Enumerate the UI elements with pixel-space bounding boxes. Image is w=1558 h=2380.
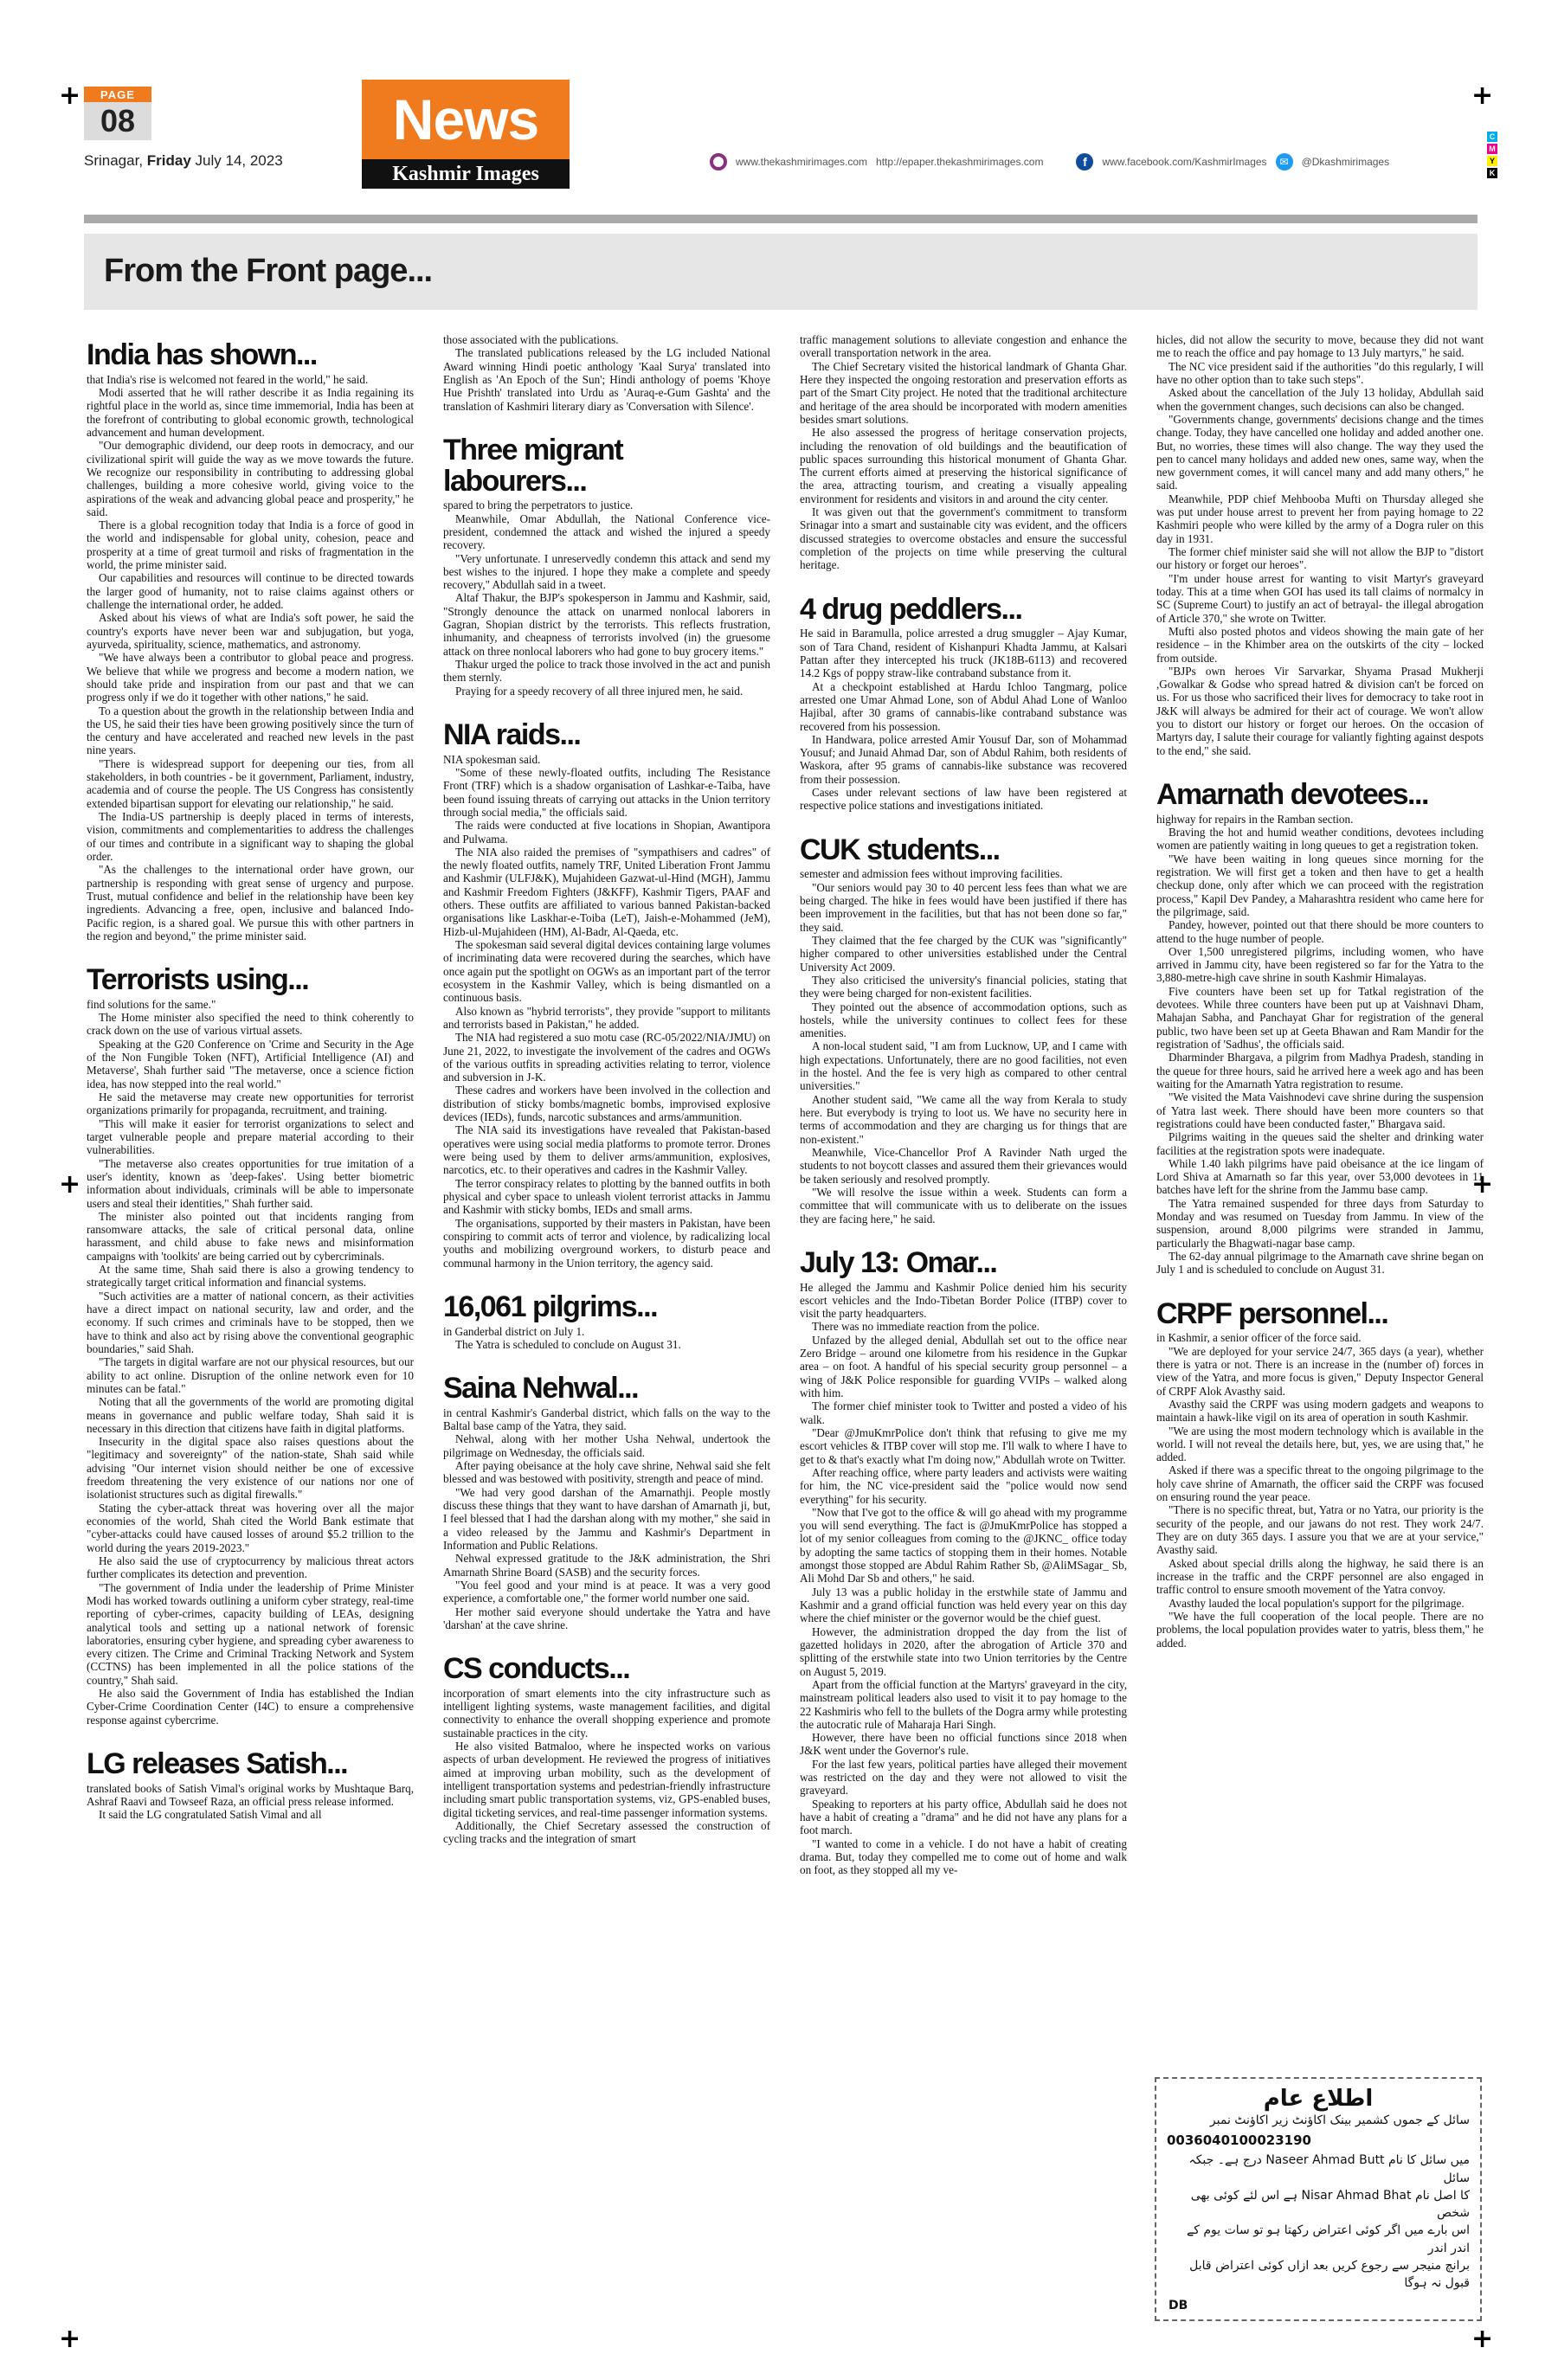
story-headline: NIA raids... [443, 717, 581, 751]
story-paragraph: "Governments change, governments' decisions change and the times change. Today, they have cancelled one holiday and added another one. But, no worries, these times will also change. The way they used the pen to cancel many holidays and added new ones, same way, when the new government comes, it will cancel many and add many others," he said. [1156, 412, 1484, 492]
story-headline: Amarnath devotees... [1156, 778, 1428, 811]
registration-mark-mid-left: + [59, 1169, 81, 1200]
story-paragraph: There is a global recognition today that India is a force of good in the world and indispensable for global unity, cohesion, peace and prosperity at a time of great turmoil and risks of fragmentation in the world, the prime minister said. [87, 518, 414, 572]
story-paragraph: Additionally, the Chief Secretary assessed the construction of cycling tracks and the integration of smart [443, 1818, 770, 1846]
story-paragraph: Over 1,500 unregistered pilgrims, including women, who have arrived in Jammu city, have been registered so far for the Yatra to the 3,880-metre-high cave shrine in south Kashmir Himalayas. [1156, 944, 1484, 985]
story-paragraph: The 62-day annual pilgrimage to the Amarnath cave shrine began on July 1 and is scheduled to conclude on August 31. [1156, 1250, 1484, 1277]
story-paragraph: "Now that I've got to the office & will go ahead with my programme you will send everything. The fact is @JmuKmrPolice has stopped a lot of my senior colleagues from coming to the @JKNC_ office today by adopting the same tactics of stopping them in their homes. Notable amongst those stopped are Abdul Rahim Rather Sb, @AliMSagar_ Sb, Ali Mohd Dar Sb and others," he said. [800, 1505, 1127, 1586]
page-label: PAGE [84, 87, 151, 102]
story-paragraph: They claimed that the fee charged by the CUK was "significantly" higher compared to other universities established under the Central University Act 2009. [800, 933, 1127, 974]
story-paragraph: "I'm under house arrest for wanting to visit Martyr's graveyard today. This at a time when GOI has used its tall claims of normalcy in SC (Supreme Court) to justify an act of betrayal- the illegal abrogation of Article 370," she wrote on Twitter. [1156, 571, 1484, 625]
story-paragraph: Nehwal expressed gratitude to the J&K administration, the Shri Amarnath Shrine Board (SASB) and the security forces. [443, 1552, 770, 1579]
story-paragraph: Pilgrims waiting in the queues said the shelter and drinking water facilities at the registration spots were inadequate. [1156, 1130, 1484, 1157]
ad-footer: DB [1168, 2299, 1188, 2312]
story-paragraph: He alleged the Jammu and Kashmir Police denied him his security escort vehicles and the Indo-Tibetan Border Police (ITBP) cover to visit the party headquarters. [800, 1280, 1127, 1321]
story-paragraph: "We have the full cooperation of the local people. There are no problems, the local population provides water to yatris, bless them," he added. [1156, 1609, 1484, 1650]
story-paragraph: At the same time, Shah said there is also a growing tendency to strategically target critical information and financial systems. [87, 1263, 414, 1290]
column-3 [800, 333, 1127, 1877]
registration-mark-bottom-right: + [1471, 2324, 1494, 2354]
story-paragraph: hicles, did not allow the security to move, because they did not want me to reach the office and pay homage to 13 July martyrs," he said. [1156, 333, 1484, 360]
story-paragraph: Her mother said everyone should undertake the Yatra and have 'darshan' at the cave shrine. [443, 1605, 770, 1631]
story-paragraph: The Yatra remained suspended for three days from Saturday to Monday and was resumed on Tuesday from Jammu. In view of the suspension, around 8,000 pilgrims were stranded in Jammu, particularly the Bhagwati-nagar base camp. [1156, 1196, 1484, 1250]
story-paragraph: "Dear @JmuKmrPolice don't think that refusing to give me my escort vehicles & ITBP cover will stop me. I'll walk to where I have to get to & that's exactly what I'm doing now," Abdullah wrote on Twitter. [800, 1425, 1127, 1466]
story-paragraph: Cases under relevant sections of law have been registered at respective police stations and investigations initiated. [800, 786, 1127, 813]
story-paragraph: "You feel good and your mind is at peace. It was a very good experience, a comfortable one," the former world number one said. [443, 1578, 770, 1605]
story-paragraph: He also said the Government of India has established the Indian Cyber-Crime Coordination Center (I4C) to ensure a comprehensive response against cybercrime. [87, 1687, 414, 1727]
ad-line-4: اس بارے میں اگر کوئی اعتراض رکھتا ہو تو سات یوم کے اندر اندر [1187, 2223, 1470, 2255]
story-paragraph: A non-local student said, "I am from Lucknow, UP, and I came with high expectations. Unfortunately, there are no good facilities, not even in the hostel. And the fee is very high as compared to other central universities." [800, 1039, 1127, 1093]
story-paragraph: He also assessed the progress of heritage conservation projects, including the renovation of old buildings and the beautification of public spaces surrounding this historical monument of Ghanta Ghar. The current efforts aimed at preserving the historical significance of the area, attracting tourism, and creating a visually appealing environment for residents and visitors in and around the city center. [800, 426, 1127, 505]
story-paragraph: The former chief minister said she will not allow the BJP to "distort our history or forget our heroes". [1156, 545, 1484, 572]
story-paragraph: The India-US partnership is deeply placed in terms of interests, vision, commitments and complementarities to address the challenges of our times and contribute in a significant way to shaping the global order. [87, 810, 414, 863]
story-paragraph: After reaching office, where party leaders and activists were waiting for him, the NC vice-president said the "police would now send everything" for his security. [800, 1465, 1127, 1506]
masthead-links [710, 152, 1437, 171]
story-paragraph: Meanwhile, Vice-Chancellor Prof A Ravinder Nath urged the students to not boycott classes and assured them their grievances would be taken seriously and resolved promptly. [800, 1145, 1127, 1186]
story-paragraph: He also visited Batmaloo, where he inspected works on various aspects of urban development. He reviewed the progress of initiatives aimed at improving urban mobility, such as the development of intelligent transportation systems and pedestrian-friendly infrastructure including smart public transportation systems, viz, GPS-enabled buses, digital ticketing services, and real-time passenger information systems. [443, 1740, 770, 1819]
story-paragraph: The spokesman said several digital devices containing large volumes of incriminating data were recovered during the searches, which have once again put the spotlight on OGWs as an important part of the terror ecosystem in the Kashmir Valley, which is being dismantled on a continuous basis. [443, 938, 770, 1005]
story-paragraph: incorporation of smart elements into the city infrastructure such as intelligent lighting systems, waste management facilities, and digital connectivity to enhance the overall shopping experience and promote sustainable practices in the city. [443, 1686, 770, 1740]
story-paragraph: "As the challenges to the international order have grown, our partnership is responding with great sense of urgency and purpose. Trust, mutual confidence and belief in the relationship have been key ingredients. Advancing a free, open, inclusive and balanced Indo-Pacific region, is a shared goal. We pursue this with other partners in the region and beyond," the prime minister said. [87, 863, 414, 942]
story-paragraph: "This will make it easier for terrorist organizations to select and target vulnerable people and prepare material according to their vulnerabilities. [87, 1116, 414, 1157]
story-paragraph: traffic management solutions to alleviate congestion and enhance the overall transportation network in the area. [800, 333, 1127, 360]
ad-title: اطلاع عام [1263, 2086, 1374, 2112]
story-headline: CRPF personnel... [1156, 1296, 1388, 1330]
story-paragraph: find solutions for the same." [87, 997, 216, 1011]
story-paragraph: Asked about special drills along the highway, he said there is an increase in the traffic and the CRPF personnel are also engaged in traffic control to ensure smooth movement of the Yatra convoy. [1156, 1556, 1484, 1597]
story-paragraph: Unfazed by the alleged denial, Abdullah set out to the office near Zero Bridge – around one kilometre from his residence in the Gupkar area – on foot. A handful of his special security group personnel – a wing of J&K Police responsible for guarding VVIPs – walked along with him. [800, 1333, 1127, 1399]
story-paragraph: "Such activities are a matter of national concern, as their activities have a direct impact on national security, law and order, and the economy. If such crimes and criminals have to be stopped, then we have to think and also act by rising above the conventional geographic boundaries," said Shah. [87, 1289, 414, 1355]
twitter-icon: ✉ [1276, 153, 1293, 170]
story-paragraph: NIA spokesman said. [443, 752, 541, 766]
registration-mark-bottom-left: + [59, 2324, 81, 2354]
story-paragraph: However, there have been no official functions since 2018 when J&K went under the Governor's rule. [800, 1731, 1127, 1758]
story-paragraph: Speaking at the G20 Conference on 'Crime and Security in the Age of the Non Fungible Token (NFT), Artificial Intelligence (AI) and Metaverse', Shah further said "The metaverse, once a science fiction idea, has now stepped into the real world." [87, 1037, 414, 1090]
story-paragraph: He said in Baramulla, police arrested a drug smuggler – Ajay Kumar, son of Tara Chand, resident of Kishanpuri Khadta Jammu, at Kalsari Pattan after they intercepted his truck (JK18B-6113) and recovered 14.2 Kgs of poppy straw-like contraband substance from it. [800, 627, 1127, 680]
story-paragraph: It was given out that the government's commitment to transform Srinagar into a smart and sustainable city was evident, and the officers discussed strategies to overcome obstacles and ensure the successful completion of the projects on time while preserving the cultural heritage. [800, 505, 1127, 572]
ad-line-2: میں سائل کا نام Naseer Ahmad Butt درج ہے۔ جبکہ سائل [1188, 2153, 1470, 2185]
story-paragraph: While 1.40 lakh pilgrims have paid obeisance at the ice lingam of Lord Shiva at Amarnath so far this year, over 53,000 devotees in 11 batches have left for the shrine from the Jammu base camp. [1156, 1156, 1484, 1197]
logo-title: News [362, 80, 570, 159]
story-paragraph: The former chief minister took to Twitter and posted a video of his walk. [800, 1399, 1127, 1426]
story-headline: CS conducts... [443, 1652, 630, 1686]
date-rest: July 14, 2023 [195, 152, 283, 169]
registration-mark-top-right: + [1471, 80, 1494, 111]
story-paragraph: Another student said, "We came all the way from Kerala to study here. But everybody is trying to loot us. We have no security here in terms of accommodation and they are charging us for things that are non-existent." [800, 1092, 1127, 1146]
story-paragraph: The raids were conducted at five locations in Shopian, Awantipora and Pulwama. [443, 819, 770, 846]
story-paragraph: "Our demographic dividend, our deep roots in democracy, and our civilizational spirit will guide the way as we move towards the future. We recognize our responsibility in contributing to addressing global challenges, building a more cohesive world, giving voice to the aspirations of the weak and advancing global peace and prosperity," he said. [87, 439, 414, 518]
ad-line-5: برانچ منیجر سے رجوع کریں بعد ازاں کوئی اعتراض قابل قبول نہ ہوگا [1189, 2259, 1470, 2291]
story-paragraph: Dharminder Bhargava, a pilgrim from Madhya Pradesh, standing in the queue for three hours, said he arrived here a week ago and has been waiting for the Amarnath Yatra registration to resume. [1156, 1051, 1484, 1090]
website-link[interactable]: www.thekashmirimages.com [736, 156, 868, 168]
registration-mark-top-left: + [59, 80, 81, 111]
story-paragraph: The NC vice president said if the authorities "do this regularly, I will have no other option than to take such steps". [1156, 359, 1484, 386]
story-paragraph: "The metaverse also creates opportunities for true imitation of a user's identity, known as 'deep-fakes'. Using better biometric information about individuals, criminals will be able to impersonate users and steal their identities," Shah further said. [87, 1156, 414, 1210]
story-paragraph: translated books of Satish Vimal's original works by Mushtaque Barq, Ashraf Raavi and Towseef Raza, an official press release informed. [87, 1781, 414, 1808]
story-paragraph: Avasthy said the CRPF was using modern gadgets and weapons to maintain a hawk-like vigil on its area of operation in south Kashmir. [1156, 1397, 1484, 1425]
story-headline: India has shown... [87, 338, 317, 371]
story-paragraph: "We have always been a contributor to global peace and progress. We believe that while we progress and become a modern nation, we should take pride and inspiration from our past and that we can progress only if we do it together with other nations," he said. [87, 651, 414, 704]
story-paragraph: "We are using the most modern technology which is available in the world. I will not reveal the details here, but, yes, we are using that," he added. [1156, 1424, 1484, 1464]
story-paragraph: They pointed out the absence of accommodation options, such as hostels, while the university continues to collect fees for these amenities. [800, 1000, 1127, 1040]
story-paragraph: in central Kashmir's Ganderbal district, which falls on the way to the Baltal base camp of the Yatra, they said. [443, 1405, 770, 1433]
story-paragraph: "We are deployed for your service 24/7, 365 days (a year), whether there is yatra or not. There is an increase in the (number of) forces in view of the Yatra, and more focus is given," Deputy Inspector General of CRPF Alok Avasthy said. [1156, 1344, 1484, 1398]
story-paragraph: Modi asserted that he will rather describe it as India regaining its rightful place in the world as, since time immemorial, India has been at the forefront of contributing to global economic growth, technological advancement and human development. [87, 386, 414, 439]
story-paragraph: in Ganderbal district on July 1. [443, 1324, 585, 1338]
story-paragraph: The minister also pointed out that incidents ranging from ransomware attacks, the sale of critical personal data, online harassment, and child abuse to fake news and misinformation campaigns with 'toolkits' are being carried out by cybercriminals. [87, 1209, 414, 1263]
story-paragraph: "The government of India under the leadership of Prime Minister Modi has worked towards outlining a uniform cyber strategy, real-time reporting of cyber-crimes, capacity building of LEAs, designing analytical tools and setting up a national network of forensic laboratories, ensuring cyber hygiene, and spreading cyber awareness to every citizen. The Crime and Criminal Tracking Network and System (CCTNS) has been implemented in all the police stations of the country," Shah said. [87, 1580, 414, 1687]
registration-mark-mid-right: + [1471, 1169, 1494, 1200]
column-1 [87, 333, 414, 1822]
ad-line-1: سائل کے جموں کشمیر بینک اکاؤنٹ زیر اکاؤنٹ نمبر [1209, 2113, 1470, 2127]
story-paragraph: Thakur urged the police to track those involved in the act and punish them sternly. [443, 658, 770, 685]
story-paragraph: those associated with the publications. [443, 333, 619, 346]
story-paragraph: July 13 was a public holiday in the erstwhile state of Jammu and Kashmir and a grand official function was held every year on this day where the chief minister or the governor would be the chief guest. [800, 1585, 1127, 1625]
cmyk-magenta: M [1487, 144, 1497, 154]
ad-account-number: 0036040100023190 [1167, 2132, 1311, 2149]
story-paragraph: To a question about the growth in the relationship between India and the US, he said their ties have been growing positively since the turn of the century and have accelerated and reached new levels in the past nine years. [87, 704, 414, 757]
header-rule [84, 215, 1478, 223]
story-paragraph: "Some of these newly-floated outfits, including The Resistance Front (TRF) which is a shadow organisation of Lashkar-e-Taiba, have been found issuing threats of carrying out attacks in the Union territory through social media," the officials said. [443, 765, 770, 819]
story-headline: July 13: Omar... [800, 1245, 997, 1279]
date-day: Friday [146, 152, 191, 169]
story-paragraph: in Kashmir, a senior officer of the force said. [1156, 1331, 1362, 1345]
cmyk-cyan: C [1487, 132, 1497, 142]
instagram-icon [710, 153, 727, 170]
dateline [84, 152, 283, 170]
story-paragraph: Meanwhile, PDP chief Mehbooba Mufti on Thursday alleged she was put under house arrest to prevent her from paying homage to 22 Kashmiri people who were killed by the army of a Dogra ruler on this day in 1931. [1156, 492, 1484, 545]
story-paragraph: There was no immediate reaction from the police. [812, 1320, 1040, 1334]
story-paragraph: Speaking to reporters at his party office, Abdullah said he does not have a habit of creating a "drama" and he did not have any plans for a foot march. [800, 1797, 1127, 1837]
story-paragraph: Altaf Thakur, the BJP's spokesperson in Jammu and Kashmir, said, "Strongly denounce the attack on unarmed nonlocal laborers in Gagran, Shopian district by the terrorists. This reflects frustration, inhumanity, and cheapness of terrorists involved (in) the gruesome attack on three nonlocal laborers who had gone to buy grocery items." [443, 591, 770, 658]
public-notice-ad [1155, 2077, 1482, 2321]
cmyk-yellow: Y [1487, 156, 1497, 166]
story-paragraph: Braving the hot and humid weather conditions, devotees including women are patiently waiting in long queues to get a registration token. [1156, 826, 1484, 852]
story-headline: 16,061 pilgrims... [443, 1290, 658, 1323]
story-paragraph: "I wanted to come in a vehicle. I do not have a habit of creating drama. But, today they compelled me to come out of home and walk on foot, as they stopped all my ve- [800, 1836, 1127, 1877]
story-paragraph: Meanwhile, Omar Abdullah, the National Conference vice-president, condemned the attack and wished the injured a speedy recovery. [443, 511, 770, 552]
story-paragraph: "We visited the Mata Vaishnodevi cave shrine during the suspension of Yatra last week. There should have been more counters so that registrations could have been conducted faster," Bhargava said. [1156, 1090, 1484, 1130]
story-paragraph: At a checkpoint established at Hardu Ichloo Tangmarg, police arrested one Umar Ahmad Lone, son of Abdul Ahad Lone of Wanloo Hajibal, after 30 grams of cannabis-like contraband substance was recovered from his possession. [800, 679, 1127, 733]
story-paragraph: The organisations, supported by their masters in Pakistan, have been conspiring to commit acts of terror and violence, by radicalizing local youths and mobilizing overground workers, to disturb peace and communal harmony in the Union territory, the agency said. [443, 1216, 770, 1270]
story-paragraph: Our capabilities and resources will continue to be directed towards the larger good of humanity, not to raise claims against others or challenge the international order, he added. [87, 571, 414, 611]
twitter-link[interactable]: @Dkashmirimages [1301, 156, 1390, 168]
story-paragraph: Apart from the official function at the Martyrs' graveyard in the city, mainstream political leaders also used to visit it to pay homage to the 22 Kashmiris who fell to the bullets of the Dogra army while protesting the autocratic rule of Maharaja Hari Singh. [800, 1677, 1127, 1731]
story-paragraph: Stating the cyber-attack threat was hovering over all the major economies of the world, Shah cited the World Bank estimate that "cyber-attacks could have caused losses of around $5.2 trillion to the world during the years 2019-2023." [87, 1501, 414, 1554]
story-paragraph: Pandey, however, pointed out that there should be more counters to attend to the huge number of people. [1156, 918, 1484, 945]
story-paragraph: The NIA said its investigations have revealed that Pakistan-based operatives were using social media platforms to promote terror. Drones were being used by them to deliver arms/ammunition, explosives, narcotics, etc. to their operatives and cadres in the Kashmir Valley. [443, 1123, 770, 1177]
section-logo [362, 80, 570, 189]
story-paragraph: Avasthy lauded the local population's support for the pilgrimage. [1168, 1596, 1465, 1610]
logo-subtitle: Kashmir Images [362, 159, 570, 189]
story-headline: LG releases Satish... [87, 1747, 348, 1780]
story-paragraph: The NIA also raided the premises of "sympathisers and cadres" of the newly floated outfits, namely TRF, United Liberation Front Jammu and Kashmir (ULFJ&K), Mujahideen Gazwat-ul-Hind (MGH), Jammu and Kashmir Freedom Fighters (J&KFF), Kashmir Tigers, PAAF and others. These outfits are affiliated to various banned Pakistan-backed organisations like Laskhar-e-Toiba (LeT), Jaish-e-Mohammed (JeM), Hizb-ul-Mujahideen (HM), Al-Badr, Al-Qaeda, etc. [443, 845, 770, 938]
story-paragraph: "We will resolve the issue within a week. Students can form a committee that will communicate with us to deliberate on the issues they are facing here," he said. [800, 1185, 1127, 1225]
story-paragraph: The Yatra is scheduled to conclude on August 31. [455, 1337, 681, 1351]
story-paragraph: Praying for a speedy recovery of all three injured men, he said. [455, 684, 744, 698]
story-paragraph: "Very unfortunate. I unreservedly condemn this attack and send my best wishes to the injured. I hope they make a complete and speedy recovery," Abdullah said in a tweet. [443, 551, 770, 592]
story-paragraph: Also known as "hybrid terrorists", they provide "support to militants and terrorists based in Pakistan," he added. [443, 1004, 770, 1031]
facebook-icon: f [1076, 153, 1093, 170]
story-headline: Saina Nehwal... [443, 1372, 639, 1405]
story-paragraph: After paying obeisance at the holy cave shrine, Nehwal said she felt blessed and was bestowed with positivity, strength and peace of mind. [443, 1459, 770, 1486]
date-city: Srinagar, [84, 152, 144, 169]
epaper-link[interactable]: http://epaper.thekashmirimages.com [876, 156, 1044, 168]
story-paragraph: Insecurity in the digital space also raises questions about the "legitimacy and sovereignty" of the nation-state, Shah said while advising "Our internet vision should neither be one of excessive freedom threatening the very existence of our nations nor one of isolationist structures such as digital firewalls." [87, 1435, 414, 1502]
story-headline: Three migrant labourers... [443, 433, 623, 498]
story-headline: CUK students... [800, 833, 1000, 866]
story-headline: Terrorists using... [87, 963, 309, 997]
story-headline: 4 drug peddlers... [800, 592, 1022, 626]
story-paragraph: Asked if there was a specific threat to the ongoing pilgrimage to the holy cave shrine of Amarnath, the officer said the CRPF was focused on ensuring round the year peace. [1156, 1463, 1484, 1504]
facebook-link[interactable]: www.facebook.com/KashmirImages [1102, 156, 1267, 168]
ad-line-3: کا اصل نام Nisar Ahmad Bhat ہے اس لئے کوئی بھی شخص [1190, 2188, 1470, 2221]
story-paragraph: "There is widespread support for deepening our ties, from all stakeholders, in both countries - be it government, Parliament, industry, academia and of course the people. The US Congress has consistently extended bipartisan support for elevating our relationship," he said. [87, 756, 414, 810]
story-paragraph: However, the administration dropped the day from the list of gazetted holidays in 2020, after the abrogation of Article 370 and splitting of the erstwhile state into two Union territories by the Centre on August 5, 2019. [800, 1624, 1127, 1678]
story-paragraph: spared to bring the perpetrators to justice. [443, 499, 634, 512]
story-paragraph: The NIA had registered a suo motu case (RC-05/2022/NIA/JMU) on June 21, 2022, to investigate the involvement of the cadres and OGWs of the various outfits in spreading activities relating to terror, violence and subversion in J-K. [443, 1031, 770, 1084]
column-2 [443, 333, 770, 1846]
story-paragraph: The Chief Secretary visited the historical landmark of Ghanta Ghar. Here they inspected the ongoing restoration and preservation efforts as part of the Smart City project. He noted that the traditional architecture and heritage of the area should be incorporated with modern amenities besides smart solutions. [800, 359, 1127, 426]
story-paragraph: He also said the use of cryptocurrency by malicious threat actors further complicates its detection and prevention. [87, 1553, 414, 1581]
story-paragraph: Mufti also posted photos and videos showing the main gate of her residence – in the Khimber area on the outskirts of the city – locked from outside. [1156, 624, 1484, 665]
story-paragraph: Nehwal, along with her mother Usha Nehwal, undertook the pilgrimage on Wednesday, the officials said. [443, 1432, 770, 1459]
story-paragraph: "We have been waiting in long queues since morning for the registration. We will first get a token and then have to get a health checkup done, only after which we can proceed with the registration process," Kapil Dev Pandey, a Maharashtra resident who came here for the pilgrimage, said. [1156, 852, 1484, 918]
story-paragraph: Asked about the cancellation of the July 13 holiday, Abdullah said when the government changes, such decisions can also be changed. [1156, 386, 1484, 413]
story-paragraph: that India's rise is welcomed not feared in the world," he said. [87, 372, 369, 386]
story-paragraph: The terror conspiracy relates to plotting by the banned outfits in both physical and cyber space to unleash violent terrorist attacks in Jammu and Kashmir with sticky bombs, IEDs and small arms. [443, 1176, 770, 1217]
story-paragraph: "The targets in digital warfare are not our physical resources, but our ability to act online. Disruption of the online network even for 10 minutes can be fatal." [87, 1355, 414, 1395]
cmyk-black: K [1487, 168, 1497, 178]
story-paragraph: "Our seniors would pay 30 to 40 percent less fees than what we are being charged. The hike in fees would have been justified if there has been improvement in the facilities, but that has not been done so far," they said. [800, 880, 1127, 934]
page-number: 08 [84, 102, 151, 140]
story-paragraph: Five counters have been set up for Tatkal registration of the devotees. While three counters have been put up at Vaishnavi Dham, Mahajan Sabha, and Panchayat Ghar for registration of the general public, two have been set up at Geeta Bhawan and Ram Mandir for the registration of 'Sadhus', the officials said. [1156, 984, 1484, 1051]
story-paragraph: Noting that all the governments of the world are promoting digital means in governance and public welfare today, Shah said it is necessary in this direction that citizens have faith in digital platforms. [87, 1395, 414, 1435]
story-paragraph: These cadres and workers have been involved in the collection and distribution of sticky bombs/magnetic bombs, improvised explosive devices (IEDs), funds, narcotic substances and arms/ammunition. [443, 1084, 770, 1124]
story-paragraph: The translated publications released by the LG included National Award winning Hindi poetic anthology 'Kaal Surya' translated into English as 'An Epoch of the Sun'; Hindi anthology of poems 'Khoye Hue Prishth' translated into Urdu as 'Auraq-e-Gum Gashta' and the translation of Kashmiri literary diary as 'Conversation with Silence'. [443, 346, 770, 413]
story-paragraph: In Handwara, police arrested Amir Yousuf Dar, son of Mohammad Yousuf; and Junaid Ahmad Dar, son of Abdul Rahim, both residents of Waskora, after 95 grams of cannabis-like substance was recovered from their possession. [800, 732, 1127, 786]
column-4 [1156, 333, 1484, 1650]
story-paragraph: semester and admission fees without improving facilities. [800, 867, 1063, 881]
story-paragraph: "BJPs own heroes Vir Sarvarkar, Shyama Prasad Mukherji ,Gowalkar & Godse who spread hatred & division can't be forced on us. For us those who sacrificed their lives for democracy to take root in J&K will always be admired for their act of courage. We won't allow you to distort our history or forget our heroes. On the occasion of Martyrs day, I salute their courage for valiantly fighting against despots to the end," she said. [1156, 664, 1484, 757]
story-paragraph: He said the metaverse may create new opportunities for terrorist organizations primarily for propaganda, recruitment, and training. [87, 1090, 414, 1117]
color-bar [1487, 132, 1497, 180]
story-paragraph: highway for repairs in the Ramban section. [1156, 812, 1354, 826]
story-paragraph: They also criticised the university's financial policies, stating that they were being charged for non-existent facilities. [800, 973, 1127, 1000]
story-paragraph: Asked about his views of what are India's soft power, he said the country's exports have never been war and subjugation, but yoga, ayurveda, spirituality, science, mathematics, and astronomy. [87, 611, 414, 651]
story-paragraph: The Home minister also specified the need to think coherently to crack down on the use of various virtual assets. [87, 1011, 414, 1038]
story-paragraph: "There is no specific threat, but, Yatra or no Yatra, our priority is the security of the people, and our jawans do not rest. They work 24/7. They are on duty 365 days. I assure you that we are at your service," Avasthy said. [1156, 1503, 1484, 1557]
story-paragraph: For the last few years, political parties have alleged their movement was restricted on the day and they were not allowed to visit the graveyard. [800, 1757, 1127, 1798]
section-title: From the Front page... [104, 253, 433, 289]
story-paragraph: It said the LG congratulated Satish Vimal and all [99, 1808, 322, 1822]
story-paragraph: "We had very good darshan of the Amarnathji. People mostly discuss these things that they want to have darshan of Amarnath ji, but, I feel blessed that I had the darshan along with my mother," she said in a video released by the Jammu and Kashmir's Department in Information and Public Relations. [443, 1485, 770, 1552]
